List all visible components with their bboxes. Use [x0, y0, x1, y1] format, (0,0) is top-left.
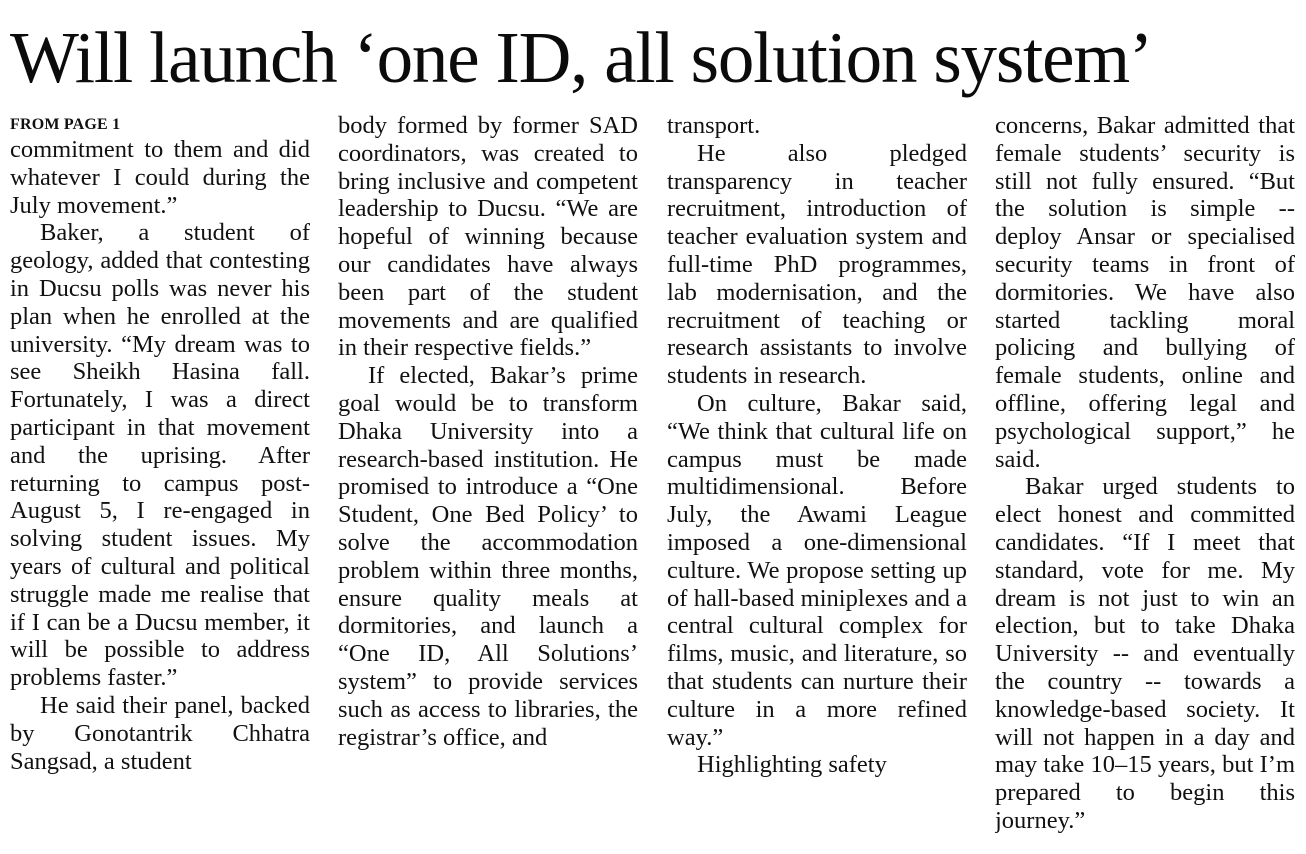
paragraph: Bakar urged students to elect honest and committed candidates. “If I meet that standard, vote for me. My dream is not just to win an election, but to take Dhaka University -- and eventually the country -- towards a knowledge-based society. It will not happen in a day and may take 10–15 years, but I’m prepared to begin this journey.”: [995, 473, 1295, 834]
paragraph: He said their panel, backed by Gonotantrik Chhatra Sangsad, a student: [10, 691, 310, 775]
paragraph: Baker, a student of geology, added that contesting in Ducsu polls was never his plan when he enrolled at the university. “My dream was to see Sheikh Hasina fall. Fortunately, I was a direct participant in that movement and the uprising. After returning to campus post-August 5, I re-engaged in solving student issues. My years of cultural and political struggle made me realise that if I can be a Ducsu member, it will be possible to address problems faster.”: [10, 219, 310, 692]
paragraph: He also pledged transparency in teacher recruitment, introduction of teacher evaluation system and full-time PhD programmes, lab modernisation, and the recruitment of teaching or research assistants to involve students in research.: [667, 139, 967, 390]
article-column-2: [338, 112, 638, 848]
paragraph: transport.: [667, 112, 761, 139]
paragraph: concerns, Bakar admitted that female students’ security is still not fully ensured. “But the solution is simple -- deploy Ansar or specialised security teams in front of dormitories. We have also started tackling moral policing and bullying of female students, online and offline, offering legal and psychological support,” he said.: [995, 112, 1295, 473]
article-column-3: [667, 112, 967, 848]
continuation-kicker: FROM PAGE 1: [10, 116, 121, 133]
paragraph: body formed by former SAD coordinators, was created to bring inclusive and competent leadership to Ducsu. “We are hopeful of winning because our candidates have always been part of the student movements and are qualified in their respective fields.”: [338, 112, 638, 362]
article-body: [10, 112, 1296, 848]
article-column-1: [10, 112, 310, 848]
paragraph: commitment to them and did whatever I could during the July movement.”: [10, 136, 310, 219]
paragraph: If elected, Bakar’s prime goal would be to transform Dhaka University into a research-based institution. He promised to introduce a “One Student, One Bed Policy’ to solve the accommodation problem within three months, ensure quality meals at dormitories, and launch a “One ID, All Solutions’ system” to provide services such as access to libraries, the registrar’s office, and: [338, 362, 638, 751]
article-column-4: [995, 112, 1295, 848]
paragraph: On culture, Bakar said, “We think that cultural life on campus must be made multidimensional. Before July, the Awami League imposed a one-dimensional culture. We propose setting up of hall-based miniplexes and a central cultural complex for films, music, and literature, so that students can nurture their culture in a more refined way.”: [667, 389, 967, 751]
paragraph: Highlighting safety: [697, 751, 887, 779]
headline: Will launch ‘one ID, all solution system’: [10, 17, 1153, 98]
